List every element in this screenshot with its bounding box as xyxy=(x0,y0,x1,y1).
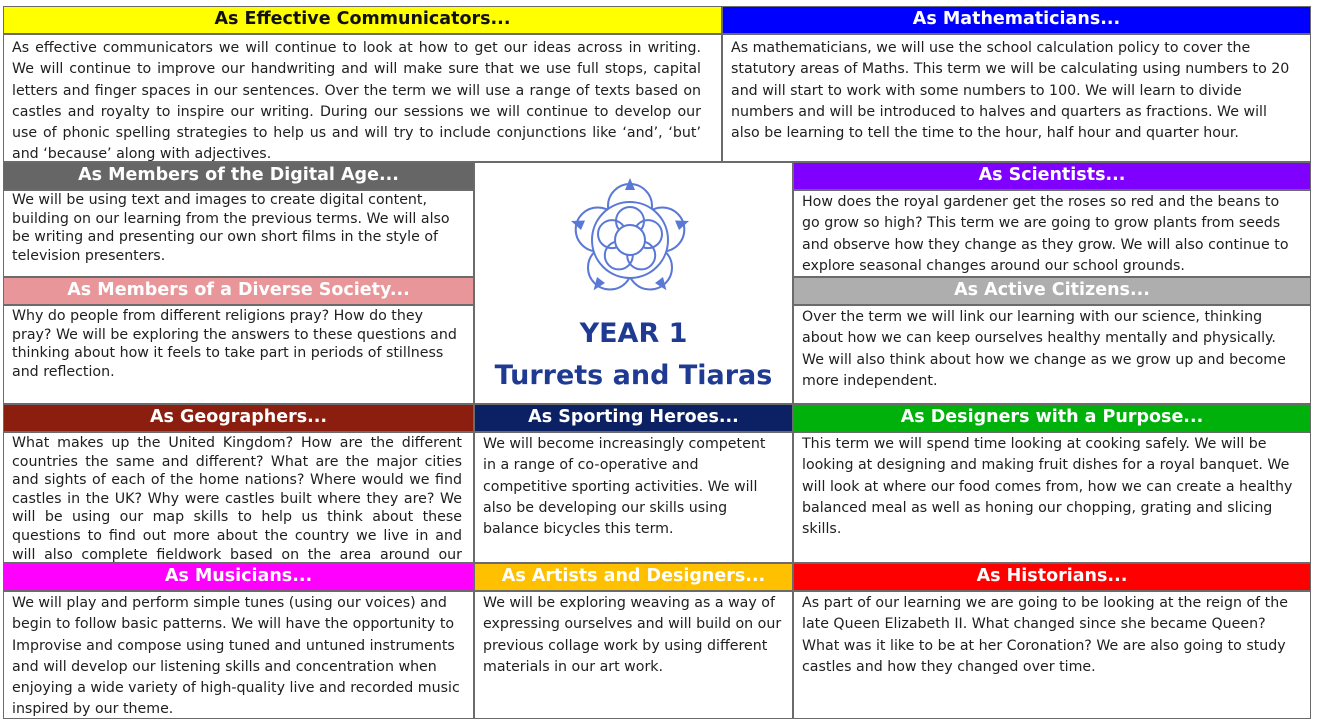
diverse-header xyxy=(3,277,474,305)
geographers-text: What makes up the United Kingdom? How are the different countries the same and different? What are the major cities and sights of each of the home nations? Where would we find castles in the UK? Why were castles built where they are? We will be using our map skills to help us think about these questions to find out more about the country we live in and will also complete fieldwork based on the area around our xyxy=(12,435,462,563)
historians-text: As part of our learning we are going to be looking at the reign of the late Queen Elizabeth II. What changed since she became Queen? What was it like to be at her Coronation? We are also going to study castles and how they changed over time. xyxy=(802,595,1288,675)
sporting-title: As Sporting Heroes... xyxy=(528,407,739,428)
communicators-header xyxy=(3,6,722,34)
digital-title: As Members of the Digital Age... xyxy=(78,165,399,186)
historians-title: As Historians... xyxy=(976,566,1128,587)
musicians-text: We will play and perform simple tunes (using our voices) and begin to follow basic patterns. We will have the opportunity to Improvise and compose using tuned and untuned instruments and will develop our listening skills and concentration when enjoying a wide variety of high-quality live and recorded music inspired by our theme. xyxy=(12,595,460,718)
scientists-text: How does the royal gardener get the roses so red and the beans to go grow so high? This term we are going to grow plants from seeds and observe how they change as they grow. We will also continue to explore seasonal changes around our school grounds. xyxy=(802,194,1289,274)
diverse-title: As Members of a Diverse Society... xyxy=(67,280,410,301)
designers-title: As Designers with a Purpose... xyxy=(900,407,1204,428)
geographers-header xyxy=(3,404,474,432)
year-label: YEAR 1 xyxy=(579,318,688,349)
designers-text: This term we will spend time looking at cooking safely. We will be looking at designing and making fruit dishes for a royal banquet. We will look at where our food comes from, how we can create a healthy balanced meal as well as honing our chopping, grating and slicing skills. xyxy=(802,436,1293,538)
digital-header xyxy=(3,162,474,190)
mathematicians-header xyxy=(722,6,1311,34)
tudor-rose-icon xyxy=(565,175,695,305)
musicians-title: As Musicians... xyxy=(164,566,313,587)
diverse-text: Why do people from different religions pray? How do they pray? We will be exploring the answers to these questions and thinking about how it feels to take part in periods of stillness and reflection. xyxy=(12,308,457,380)
geographers-title: As Geographers... xyxy=(149,407,328,428)
sporting-text: We will become increasingly competent in a range of co-operative and competitive sporting activities. We will also be developing our skills using balance bicycles this term. xyxy=(483,436,766,538)
citizens-text: Over the term we will link our learning with our science, thinking about how we can keep ourselves healthy mentally and physically. We will also think about how we change as we grow up and become more independent. xyxy=(802,309,1286,389)
digital-text: We will be using text and images to create digital content, building on our learning from the previous terms. We will also be writing and presenting our own short films in the style of television presenters. xyxy=(12,192,450,264)
mathematicians-text: As mathematicians, we will use the school calculation policy to cover the statutory areas of Maths. This term we will be calculating using numbers to 20 and will start to work with some numbers to 100. We will learn to divide numbers and will be introduced to halves and quarters as fractions. We will also be learning to tell the time to the hour, half hour and quarter hour. xyxy=(731,40,1290,142)
citizens-header xyxy=(793,277,1311,305)
designers-header xyxy=(793,404,1311,432)
scientists-title: As Scientists... xyxy=(978,165,1126,186)
musicians-header xyxy=(3,563,474,591)
citizens-title: As Active Citizens... xyxy=(954,280,1150,301)
communicators-text: As effective communicators we will continue to look at how to get our ideas across in writing. We will continue to improve our handwriting and will make sure that we use full stops, capital letters and finger spaces in our sentences. Over the term we will use a range of texts based on castles and royalty to inspire our writing. During our sessions we will continue to develop our use of phonic spelling strategies to help us and will try to include conjunctions like ‘and’, ‘but’ and ‘because’ along with adjectives. xyxy=(12,40,701,163)
artists-header xyxy=(474,563,793,591)
artists-text: We will be exploring weaving as a way of expressing ourselves and will build on our previous collage work by using different materials in our art work. xyxy=(483,595,782,675)
scientists-header xyxy=(793,162,1311,190)
topic-title: Turrets and Tiaras xyxy=(494,360,773,391)
artists-title: As Artists and Designers... xyxy=(501,566,766,587)
historians-header xyxy=(793,563,1311,591)
sporting-header xyxy=(474,404,793,432)
mathematicians-title: As Mathematicians... xyxy=(912,9,1121,30)
communicators-title: As Effective Communicators... xyxy=(214,9,511,30)
